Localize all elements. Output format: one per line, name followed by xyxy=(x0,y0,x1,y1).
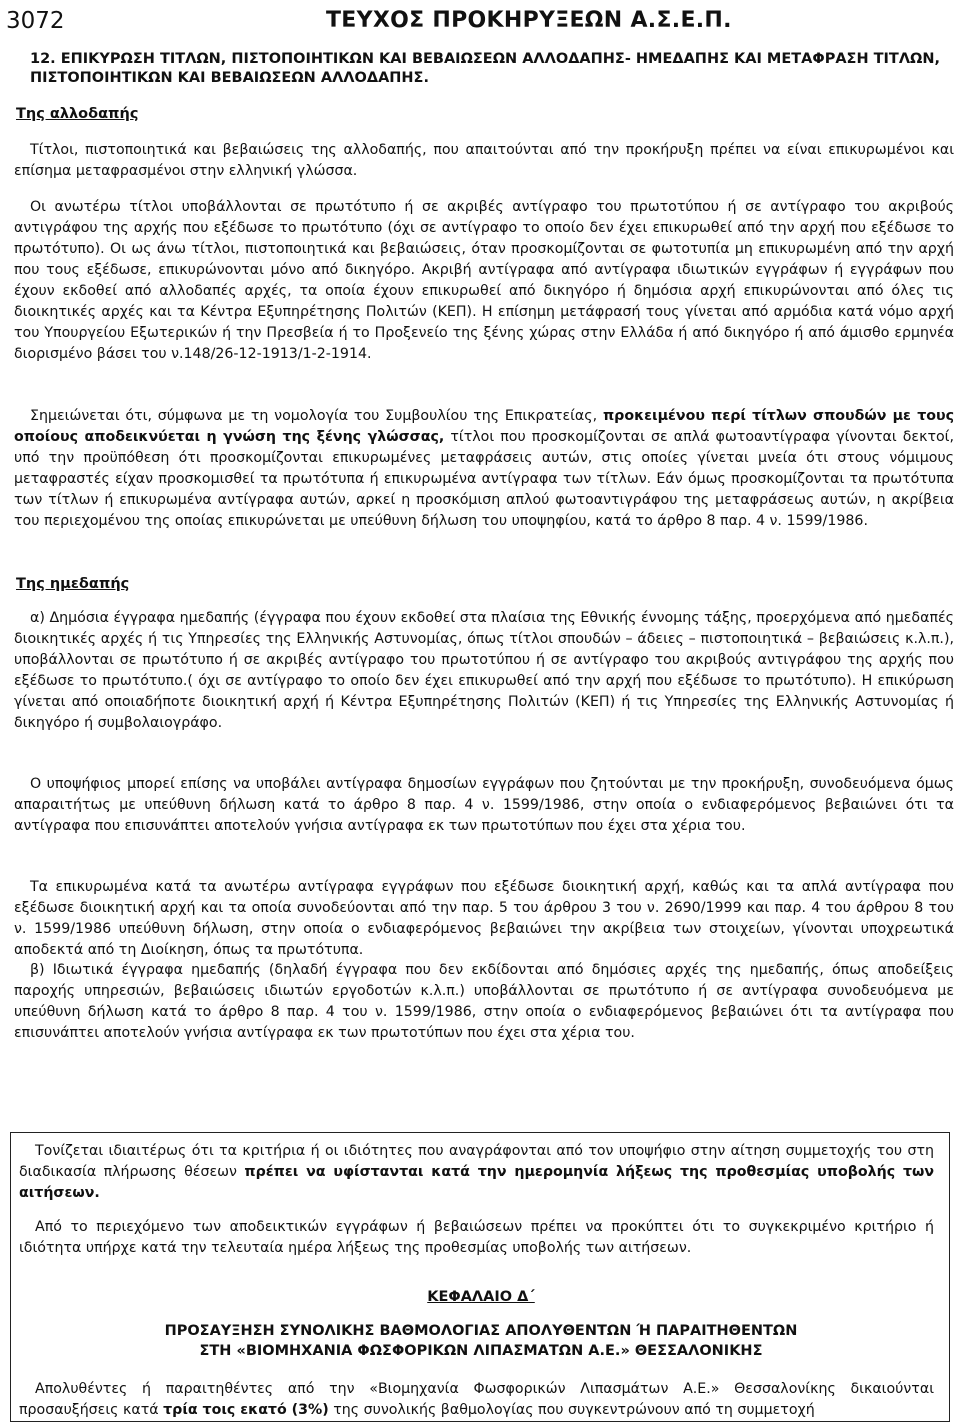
chapter-heading: ΚΕΦΑΛΑΙΟ Δ΄ xyxy=(427,1289,535,1305)
foreign-p3-text-b: τίτλοι που προσκομίζονται σε απλά φωτοαντίγραφα γίνονται δεκτοί, υπό την προϋπόθεση ότι προσκομίζονται επικυρωμένες μεταφράσεις αυτών, στις οποίες γίνεται μνεία ότι στους νόμιμους μεταφραστές είχαν προσκομισθεί τα πρωτότυπα ή επικυρωμένα αντίγραφα των τίτλων. Εάν όμως προσκομίζονται τα πρωτότυπα των τίτλων ή επικυρωμένα αντίγραφα αυτών, αρκεί η προσκόμιση απλού φωτοαντιγράφου της μεταφράσεως αυτών, η ακρίβεια του περιεχομένου της οποίας επικυρώνεται με υπεύθυνη δήλωση του υποψηφίου, κατά το άρθρο 8 παρ. 4 ν. 1599/1986. xyxy=(14,429,954,529)
domestic-paragraph-4: β) Ιδιωτικά έγγραφα ημεδαπής (δηλαδή έγγραφα που δεν εκδίδονται από δημόσιες αρχές της ημεδαπής, όπως αποδείξεις παροχής υπηρεσιών, βεβαιώσεις ιδιωτών εργοδοτών κ.λ.π.) υποβάλλονται σε πρωτότυπο ή σε αντίγραφα συνοδευόμενα με υπεύθυνη δήλωση κατά το άρθρο 8 παρ. 4 του ν. 1599/1986, στην οποία ο ενδιαφερόμενος βεβαιώνει ότι τα αντίγραφα που επισυνάπτει αποτελούν γνήσια αντίγραφα εκ των πρωτοτύπων που έχει στα χέρια του. xyxy=(14,962,954,1041)
journal-title: ΤΕΥΧΟΣ ΠΡΟΚΗΡΥΞΕΩΝ Α.Σ.Ε.Π. xyxy=(326,8,732,33)
domestic-paragraph-1: α) Δημόσια έγγραφα ημεδαπής (έγγραφα που έχουν εκδοθεί στα πλαίσια της Εθνικής έννομης τάξης, προερχόμενα από ημεδαπές διοικητικές αρχές ή τις Υπηρεσίες της Ελληνικής Αστυνομίας, όπως τίτλοι σπουδών – άδειες – πιστοποιητικά – βεβαιώσεις κ.λ.π.), υποβάλλονται σε πρωτότυπο ή σε ακριβές αντίγραφο του πρωτοτύπου ή σε αντίγραφο του ακριβούς αντιγράφου της αρχής που εξέδωσε το πρωτότυπο.( όχι σε αντίγραφο το οποίο δεν έχει επικυρωθεί από την αρχή που εξέδωσε το πρωτότυπο). Η επικύρωση γίνεται από οποιαδήποτε διοικητική αρχή ή Κέντρα Εξυπηρέτησης Πολιτών (ΚΕΠ) ή τις Υπηρεσίες της Ελληνικής Αστυνομίας ή δικηγόρο ή συμβολαιογράφο. xyxy=(14,610,954,731)
page-number: 3072 xyxy=(6,8,65,34)
foreign-heading: Της αλλοδαπής xyxy=(16,106,139,122)
foreign-paragraph-1: Τίτλοι, πιστοποιητικά και βεβαιώσεις της αλλοδαπής, που απαιτούνται από την προκήρυξη πρέπει να είναι επικυρωμένοι και επίσημα μεταφρασμένοι στην ελληνική γλώσσα. xyxy=(14,142,954,179)
section-title: 12. ΕΠΙΚΥΡΩΣΗ ΤΙΤΛΩΝ, ΠΙΣΤΟΠΟΙΗΤΙΚΩΝ ΚΑΙ ΒΕΒΑΙΩΣΕΩΝ ΑΛΛΟΔΑΠΗΣ- ΗΜΕΔΑΠΗΣ ΚΑΙ ΜΕΤΑΦΡΑΣΗ ΤΙΤΛΩΝ, ΠΙΣΤΟΠΟΙΗΤΙΚΩΝ ΚΑΙ ΒΕΒΑΙΩΣΕΩΝ ΑΛΛΟΔΑΠΗΣ. xyxy=(30,51,941,86)
foreign-paragraph-2: Οι ανωτέρω τίτλοι υποβάλλονται σε πρωτότυπο ή σε ακριβές αντίγραφο του πρωτοτύπου ή σε αντίγραφο του ακριβούς αντιγράφου της αρχής που εξέδωσε το πρωτότυπο (όχι σε αντίγραφο το οποίο δεν έχει επικυρωθεί από την αρχή που εξέδωσε το πρωτότυπο). Οι ως άνω τίτλοι, πιστοποιητικά και βεβαιώσεις, όταν προσκομίζονται σε φωτοτυπία μη επικυρωμένη από την αρχή που τους εξέδωσε, επικυρώνονται μόνο από δικηγόρο. Ακριβή αντίγραφα από αντίγραφα ιδιωτικών εγγράφων ή εγγράφων που έχουν εκδοθεί από αλλοδαπές αρχές, τα οποία έχουν επικυρωθεί από δικηγόρο ή δημόσια αρχή επικυρώνονται από όλες τις διοικητικές αρχές και τα Κέντρα Εξυπηρέτησης Πολιτών (ΚΕΠ). Η επίσημη μετάφρασή τους γίνεται από αρμόδια κατά νόμο αρχή του Υπουργείου Εξωτερικών ή την Πρεσβεία ή το Προξενείο της ξένης χώρας στην Ελλάδα ή από δικηγόρο ή από άμισθο ερμηνέα διορισμένο βάσει του ν.148/26-12-1913/1-2-1914. xyxy=(14,199,954,362)
domestic-paragraph-2: Ο υποψήφιος μπορεί επίσης να υποβάλει αντίγραφα δημοσίων εγγράφων που ζητούνται με την προκήρυξη, συνοδευόμενα όμως απαραιτήτως με υπεύθυνη δήλωση κατά το άρθρο 8 παρ. 4 ν. 1599/1986, στην οποία ο ενδιαφερόμενος βεβαιώνει ότι τα αντίγραφα που επισυνάπτει αποτελούν γνήσια αντίγραφα εκ των πρωτοτύπων που έχει στα χέρια του. xyxy=(14,776,954,834)
domestic-heading: Της ημεδαπής xyxy=(16,576,130,592)
foreign-paragraph-3 xyxy=(14,406,954,532)
box-paragraph-3 xyxy=(19,1379,934,1421)
box-p3-text-a: Απολυθέντες ή παραιτηθέντες από την «Βιομηχανία Φωσφορικών Λιπασμάτων Α.Ε.» Θεσσαλονίκης δικαιούνται προσαυξήσεις κατά xyxy=(19,1381,934,1418)
chapter-title-line-1: ΠΡΟΣΑΥΞΗΣΗ ΣΥΝΟΛΙΚΗΣ ΒΑΘΜΟΛΟΓΙΑΣ ΑΠΟΛΥΘΕΝΤΩΝ Ή ΠΑΡΑΙΤΗΘΕΝΤΩΝ xyxy=(164,1323,798,1339)
domestic-paragraph-3: Τα επικυρωμένα κατά τα ανωτέρω αντίγραφα εγγράφων που εξέδωσε διοικητική αρχή, καθώς και τα απλά αντίγραφα που εξέδωσε διοικητική αρχή και τα οποία συνοδεύονται από την παρ. 5 του άρθρου 3 του ν. 2690/1999 και παρ. 4 του άρθρου 8 του ν. 1599/1986 υπεύθυνη δήλωση, στην οποία ο ενδιαφερόμενος βεβαιώνει την ακρίβεια των στοιχείων, γίνονται υποχρεωτικά αποδεκτά από τη Διοίκηση, όπως τα πρωτότυπα. xyxy=(14,879,954,958)
running-header xyxy=(6,8,956,40)
box-paragraph-1 xyxy=(19,1141,934,1204)
foreign-p3-bold: προκειμένου περί τίτλων σπουδών με τους οποίους αποδεικνύεται η γνώση της ξένης γλώσσας, xyxy=(14,408,954,445)
box-p1-bold: πρέπει να υφίστανται κατά την ημερομηνία λήξεως της προθεσμίας υποβολής των αιτήσεων. xyxy=(19,1164,935,1201)
box-p3-text-b: της συνολικής βαθμολογίας που συγκεντρώνουν από τη συμμετοχή xyxy=(328,1402,815,1418)
box-p3-bold: τρία τοις εκατό (3%) xyxy=(163,1402,329,1418)
foreign-p3-text-a: Σημειώνεται ότι, σύμφωνα με τη νομολογία του Συμβουλίου της Επικρατείας, xyxy=(30,408,603,424)
notice-box xyxy=(10,1132,950,1422)
box-p1-text: Τονίζεται ιδιαιτέρως ότι τα κριτήρια ή οι ιδιότητες που αναγράφονται από τον υποψήφιο στην αίτηση συμμετοχής του στη διαδικασία πλήρωσης θέσεων xyxy=(19,1143,934,1180)
chapter-title-line-2: ΣΤΗ «ΒΙΟΜΗΧΑΝΙΑ ΦΩΣΦΟΡΙΚΩΝ ΛΙΠΑΣΜΑΤΩΝ Α.Ε.» ΘΕΣΣΑΛΟΝΙΚΗΣ xyxy=(199,1343,763,1359)
box-paragraph-2: Από το περιεχόμενο των αποδεικτικών εγγράφων ή βεβαιώσεων πρέπει να προκύπτει ότι το συγκεκριμένο κριτήριο ή ιδιότητα υπήρχε κατά την τελευταία ημέρα λήξεως της προθεσμίας υποβολής των αιτήσεων. xyxy=(19,1219,934,1256)
